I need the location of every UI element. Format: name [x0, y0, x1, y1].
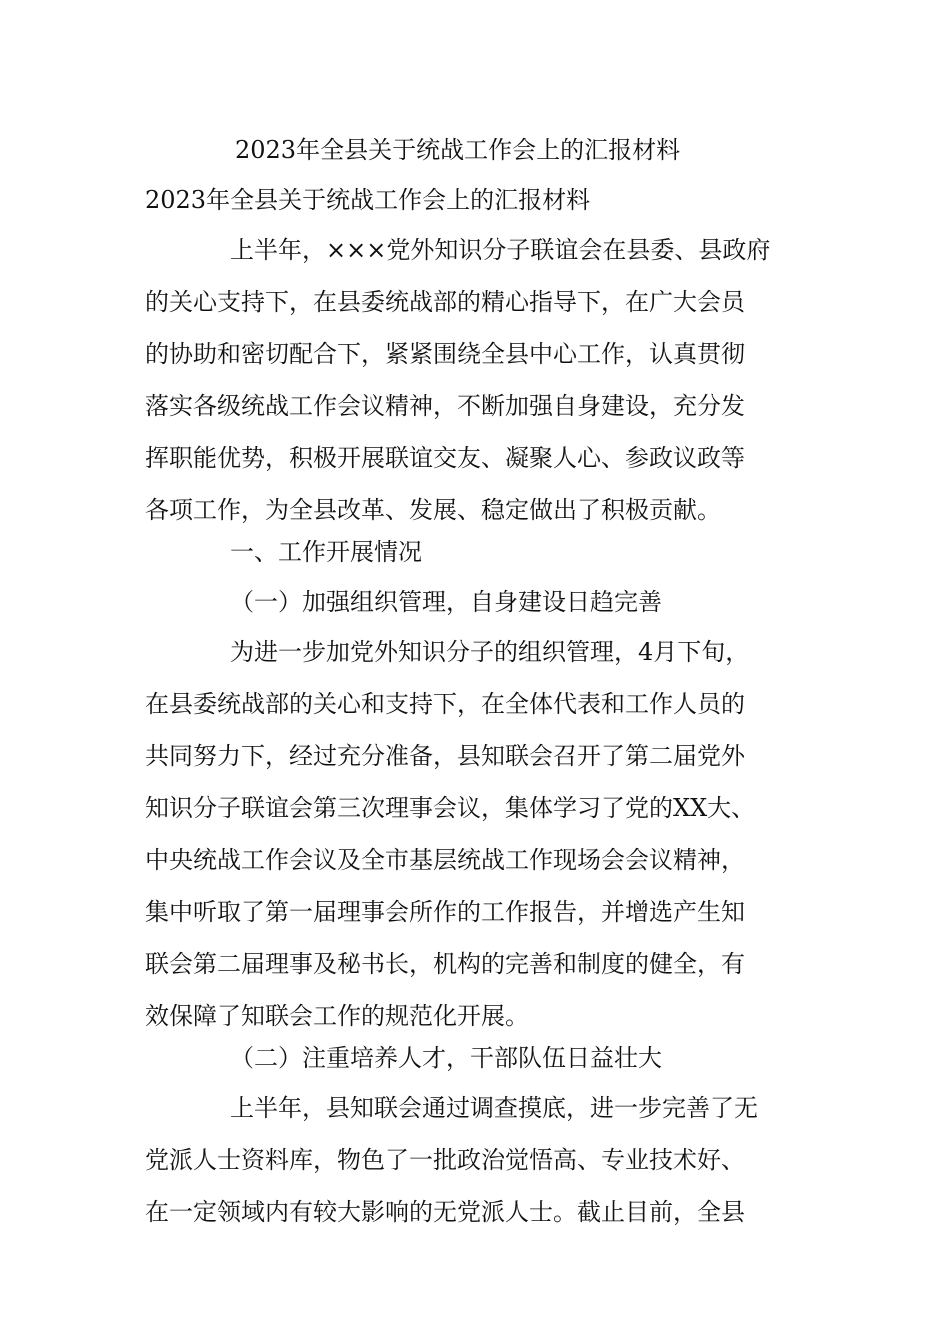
intro-line: 的关心支持下，在县委统战部的精心指导下，在广大会员: [145, 288, 745, 316]
paragraph-line: 中央统战工作会议及全市基层统战工作现场会会议精神，: [145, 846, 745, 874]
intro-line: 各项工作，为全县改革、发展、稳定做出了积极贡献。: [145, 496, 721, 524]
section-heading: 一、工作开展情况: [230, 538, 422, 566]
paragraph-line: 在县委统战部的关心和支持下，在全体代表和工作人员的: [145, 690, 745, 718]
paragraph-line: 上半年，县知联会通过调查摸底，进一步完善了无: [230, 1094, 758, 1122]
document-subtitle: 2023年全县关于统战工作会上的汇报材料: [145, 186, 591, 214]
subsection-heading: （二）注重培养人才，干部队伍日益壮大: [230, 1044, 662, 1072]
subsection-heading: （一）加强组织管理，自身建设日趋完善: [230, 588, 662, 616]
intro-line: 落实各级统战工作会议精神，不断加强自身建设，充分发: [145, 392, 745, 420]
paragraph-line: 在一定领域内有较大影响的无党派人士。截止目前，全县: [145, 1198, 745, 1226]
paragraph-line: 为进一步加党外知识分子的组织管理，4月下旬，: [230, 638, 750, 666]
paragraph-line: 集中听取了第一届理事会所作的工作报告，并增选产生知: [145, 898, 745, 926]
paragraph-line: 联会第二届理事及秘书长，机构的完善和制度的健全，有: [145, 950, 745, 978]
intro-line: 挥职能优势，积极开展联谊交友、凝聚人心、参政议政等: [145, 444, 745, 472]
intro-line: 的协助和密切配合下，紧紧围绕全县中心工作，认真贯彻: [145, 340, 745, 368]
paragraph-line: 知识分子联谊会第三次理事会议，集体学习了党的XX大、: [145, 794, 756, 822]
intro-line: 上半年，×××党外知识分子联谊会在县委、县政府: [230, 236, 771, 264]
paragraph-line: 共同努力下，经过充分准备，县知联会召开了第二届党外: [145, 742, 745, 770]
paragraph-line: 效保障了知联会工作的规范化开展。: [145, 1002, 529, 1030]
document-title: 2023年全县关于统战工作会上的汇报材料: [235, 136, 681, 164]
paragraph-line: 党派人士资料库，物色了一批政治觉悟高、专业技术好、: [145, 1146, 745, 1174]
